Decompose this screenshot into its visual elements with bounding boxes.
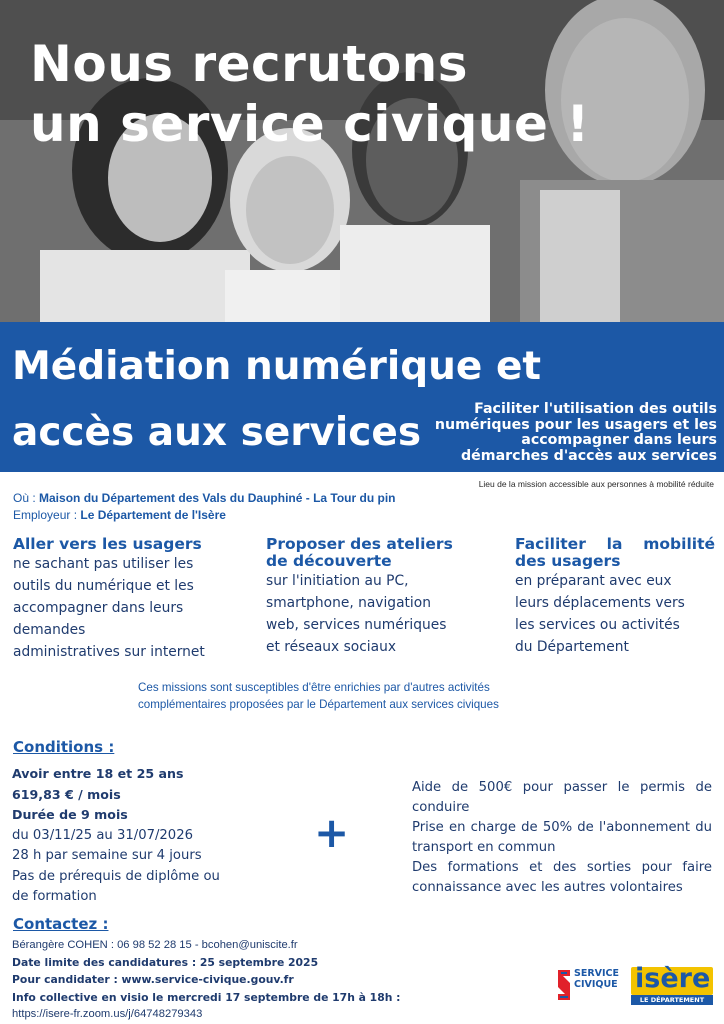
- mission-description: [13, 553, 228, 663]
- logo-text-line: SERVICE: [574, 968, 619, 979]
- mission-line: et réseaux sociaux: [266, 639, 396, 655]
- mission-heading-line: Faciliter la mobilité: [515, 535, 715, 553]
- mission-heading: [13, 536, 228, 553]
- conditions-list: [12, 764, 262, 908]
- mission-line: en préparant avec eux: [515, 573, 672, 589]
- condition-pay: 619,83 € / mois: [12, 786, 121, 802]
- isere-logo: [631, 963, 713, 1005]
- hero-photo: [0, 0, 724, 322]
- mission-line: smartphone, navigation: [266, 595, 431, 611]
- mission-heading: [266, 536, 476, 570]
- mission-heading-line: de découverte: [266, 552, 392, 570]
- condition-prerequisites: de formation: [12, 889, 97, 904]
- zoom-link[interactable]: https://isere-fr.zoom.us/j/64748279343: [12, 1007, 203, 1020]
- plus-icon: +: [314, 808, 350, 857]
- hero-title: [30, 34, 590, 154]
- mission-line: web, services numériques: [266, 617, 447, 633]
- benefits-list: [412, 778, 712, 898]
- mission-line: outils du numérique et les: [13, 578, 194, 594]
- apply-link[interactable]: Pour candidater : www.service-civique.gouv.fr: [12, 973, 294, 987]
- location-line: [13, 490, 396, 507]
- mission-column-workshops: [266, 536, 476, 658]
- mission-line: administratives sur internet: [13, 644, 205, 660]
- mission-line: ne sachant pas utiliser les: [13, 556, 194, 572]
- mission-description: [266, 570, 476, 658]
- enrichment-line: complémentaires proposées par le Département aux services civiques: [138, 697, 499, 711]
- contact-person: Bérangère COHEN : 06 98 52 28 15 - bcohen@uniscite.fr: [12, 939, 298, 951]
- service-civique-wordmark: [574, 968, 619, 990]
- mission-column-outreach: [13, 536, 228, 663]
- condition-prerequisites: Pas de prérequis de diplôme ou: [12, 868, 220, 884]
- mission-description: [515, 570, 715, 658]
- mission-line: sur l'initiation au PC,: [266, 573, 409, 589]
- benefit-item: Prise en charge de 50% de l'abonnement du transport en commun: [412, 820, 712, 855]
- mission-line: leurs déplacements vers: [515, 595, 685, 611]
- hero-title-line: Nous recrutons: [30, 35, 469, 93]
- missions-enrichment-note: [138, 680, 598, 713]
- mission-line: les services ou activités: [515, 617, 680, 633]
- mission-line: accompagner dans leurs: [13, 600, 184, 616]
- condition-dates: du 03/11/25 au 31/07/2026: [12, 827, 193, 843]
- contact-heading: Contactez :: [13, 915, 109, 933]
- mission-line: demandes: [13, 622, 86, 638]
- employer-line: [13, 507, 396, 524]
- condition-hours: 28 h par semaine sur 4 jours: [12, 848, 202, 863]
- mission-subtitle-line: accompagner dans leurs: [521, 432, 717, 448]
- benefit-item: Des formations et des sorties pour faire connaissance avec les autres volontaires: [412, 860, 712, 895]
- mission-subtitle-line: démarches d'accès aux services: [461, 447, 717, 464]
- enrichment-line: Ces missions sont susceptibles d'être enrichies par d'autres activités: [138, 681, 490, 694]
- employer-label: Employeur :: [13, 508, 81, 522]
- hero-title-line: un service civique !: [30, 95, 590, 153]
- mission-column-mobility: [515, 536, 715, 658]
- location-value: Maison du Département des Vals du Dauphiné - La Tour du pin: [39, 491, 396, 505]
- isere-wordmark: isère: [635, 963, 711, 994]
- mission-heading-line: des usagers: [515, 552, 621, 570]
- mission-title-line: accès aux services: [12, 410, 422, 455]
- mission-heading-line: Proposer des ateliers: [266, 535, 453, 553]
- mission-subtitle: [387, 402, 717, 464]
- mission-subtitle-line: numériques pour les usagers et les: [434, 416, 717, 433]
- condition-age: Avoir entre 18 et 25 ans: [12, 766, 184, 781]
- benefit-item: Aide de 500€ pour passer le permis de conduire: [412, 780, 712, 815]
- mission-heading: [515, 536, 715, 570]
- logo-text-line: CIVIQUE: [574, 979, 618, 990]
- mission-band: [0, 322, 724, 472]
- contact-block: [12, 937, 552, 1023]
- conditions-heading: Conditions :: [13, 738, 115, 756]
- mission-meta: [13, 490, 396, 524]
- info-session: Info collective en visio le mercredi 17 septembre de 17h à 18h :: [12, 990, 401, 1004]
- accessibility-note: Lieu de la mission accessible aux personnes à mobilité réduite: [478, 479, 714, 489]
- mission-title-line: Médiation numérique et: [12, 344, 542, 389]
- location-label: Où :: [13, 491, 40, 505]
- service-civique-logo: [556, 966, 622, 1004]
- employer-value: Le Département de l'Isère: [80, 508, 226, 522]
- condition-duration: Durée de 9 mois: [12, 807, 128, 822]
- isere-subtitle: LE DÉPARTEMENT: [631, 995, 713, 1005]
- application-deadline: Date limite des candidatures : 25 septembre 2025: [12, 956, 319, 970]
- mission-line: du Département: [515, 639, 629, 655]
- mission-subtitle-line: Faciliter l'utilisation des outils: [474, 401, 717, 417]
- mission-heading-line: Aller vers les usagers: [13, 535, 202, 553]
